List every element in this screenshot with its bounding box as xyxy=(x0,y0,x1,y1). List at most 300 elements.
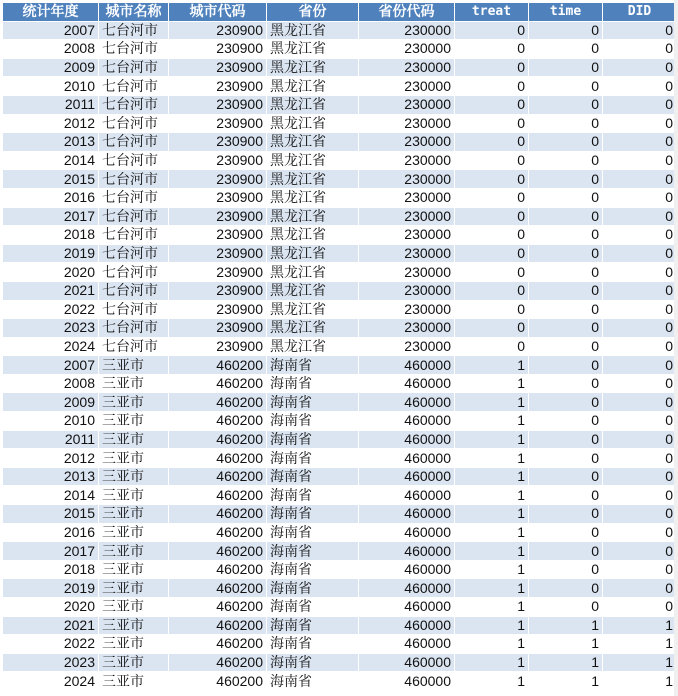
cell-year[interactable]: 2016 xyxy=(3,188,99,207)
cell-treat[interactable]: 0 xyxy=(455,151,529,170)
cell-did[interactable]: 0 xyxy=(603,356,677,375)
cell-city-code[interactable]: 460200 xyxy=(169,486,267,505)
cell-year[interactable]: 2014 xyxy=(3,486,99,505)
cell-year[interactable]: 2016 xyxy=(3,523,99,542)
col-header-province-code[interactable]: 省份代码 xyxy=(359,3,455,22)
cell-year[interactable]: 2011 xyxy=(3,95,99,114)
cell-treat[interactable]: 0 xyxy=(455,263,529,282)
table-row[interactable] xyxy=(3,412,677,431)
cell-treat[interactable]: 0 xyxy=(455,114,529,133)
cell-did[interactable]: 0 xyxy=(603,449,677,468)
cell-province-code[interactable]: 460000 xyxy=(359,467,455,486)
cell-city-code[interactable]: 460200 xyxy=(169,449,267,468)
table-row[interactable] xyxy=(3,40,677,59)
cell-treat[interactable]: 1 xyxy=(455,579,529,598)
cell-province[interactable]: 黑龙江省 xyxy=(267,244,359,263)
cell-time[interactable]: 0 xyxy=(529,319,603,338)
table-row[interactable] xyxy=(3,151,677,170)
cell-city-code[interactable]: 460200 xyxy=(169,505,267,524)
cell-did[interactable]: 0 xyxy=(603,430,677,449)
cell-city-code[interactable]: 230900 xyxy=(169,21,267,40)
cell-year[interactable]: 2017 xyxy=(3,207,99,226)
cell-province-code[interactable]: 230000 xyxy=(359,77,455,96)
table-row[interactable] xyxy=(3,21,677,40)
cell-treat[interactable]: 0 xyxy=(455,170,529,189)
col-header-year[interactable]: 统计年度 xyxy=(3,3,99,22)
cell-city-code[interactable]: 230900 xyxy=(169,226,267,245)
table-row[interactable] xyxy=(3,58,677,77)
cell-did[interactable]: 0 xyxy=(603,244,677,263)
cell-city-code[interactable]: 460200 xyxy=(169,579,267,598)
cell-province[interactable]: 黑龙江省 xyxy=(267,207,359,226)
cell-city-code[interactable]: 460200 xyxy=(169,560,267,579)
cell-city-name[interactable]: 三亚市 xyxy=(99,374,169,393)
cell-province-code[interactable]: 230000 xyxy=(359,319,455,338)
cell-treat[interactable]: 1 xyxy=(455,449,529,468)
cell-province[interactable]: 海南省 xyxy=(267,598,359,617)
cell-city-code[interactable]: 460200 xyxy=(169,374,267,393)
cell-city-name[interactable]: 三亚市 xyxy=(99,486,169,505)
table-row[interactable] xyxy=(3,467,677,486)
cell-province[interactable]: 黑龙江省 xyxy=(267,114,359,133)
cell-treat[interactable]: 0 xyxy=(455,337,529,356)
cell-year[interactable]: 2020 xyxy=(3,598,99,617)
cell-treat[interactable]: 1 xyxy=(455,598,529,617)
table-row[interactable] xyxy=(3,598,677,617)
cell-treat[interactable]: 0 xyxy=(455,244,529,263)
cell-city-name[interactable]: 七台河市 xyxy=(99,58,169,77)
cell-treat[interactable]: 0 xyxy=(455,77,529,96)
cell-province[interactable]: 海南省 xyxy=(267,393,359,412)
cell-treat[interactable]: 1 xyxy=(455,356,529,375)
cell-treat[interactable]: 0 xyxy=(455,58,529,77)
cell-province[interactable]: 海南省 xyxy=(267,523,359,542)
cell-treat[interactable]: 0 xyxy=(455,188,529,207)
table-row[interactable] xyxy=(3,319,677,338)
table-row[interactable] xyxy=(3,263,677,282)
cell-province-code[interactable]: 230000 xyxy=(359,114,455,133)
cell-time[interactable]: 0 xyxy=(529,244,603,263)
cell-treat[interactable]: 0 xyxy=(455,95,529,114)
cell-province-code[interactable]: 460000 xyxy=(359,393,455,412)
table-row[interactable] xyxy=(3,337,677,356)
cell-city-name[interactable]: 七台河市 xyxy=(99,300,169,319)
cell-province[interactable]: 海南省 xyxy=(267,374,359,393)
table-row[interactable] xyxy=(3,374,677,393)
table-row[interactable] xyxy=(3,114,677,133)
cell-did[interactable]: 0 xyxy=(603,170,677,189)
cell-province[interactable]: 黑龙江省 xyxy=(267,188,359,207)
cell-province-code[interactable]: 230000 xyxy=(359,21,455,40)
table-row[interactable] xyxy=(3,281,677,300)
cell-city-code[interactable]: 460200 xyxy=(169,523,267,542)
cell-province-code[interactable]: 230000 xyxy=(359,170,455,189)
cell-year[interactable]: 2018 xyxy=(3,560,99,579)
cell-year[interactable]: 2009 xyxy=(3,393,99,412)
cell-province-code[interactable]: 460000 xyxy=(359,356,455,375)
cell-time[interactable]: 1 xyxy=(529,616,603,635)
cell-did[interactable]: 1 xyxy=(603,616,677,635)
cell-year[interactable]: 2018 xyxy=(3,226,99,245)
cell-year[interactable]: 2024 xyxy=(3,337,99,356)
cell-city-name[interactable]: 三亚市 xyxy=(99,635,169,654)
cell-time[interactable]: 0 xyxy=(529,393,603,412)
cell-city-name[interactable]: 七台河市 xyxy=(99,133,169,152)
cell-treat[interactable]: 0 xyxy=(455,133,529,152)
cell-province-code[interactable]: 460000 xyxy=(359,635,455,654)
cell-year[interactable]: 2017 xyxy=(3,542,99,561)
cell-province-code[interactable]: 460000 xyxy=(359,542,455,561)
cell-province-code[interactable]: 230000 xyxy=(359,244,455,263)
table-row[interactable] xyxy=(3,226,677,245)
cell-did[interactable]: 0 xyxy=(603,319,677,338)
cell-time[interactable]: 0 xyxy=(529,170,603,189)
cell-time[interactable]: 0 xyxy=(529,560,603,579)
cell-did[interactable]: 0 xyxy=(603,486,677,505)
cell-time[interactable]: 0 xyxy=(529,226,603,245)
cell-did[interactable]: 0 xyxy=(603,505,677,524)
cell-treat[interactable]: 0 xyxy=(455,281,529,300)
cell-did[interactable]: 0 xyxy=(603,58,677,77)
cell-city-name[interactable]: 七台河市 xyxy=(99,95,169,114)
cell-province-code[interactable]: 460000 xyxy=(359,412,455,431)
table-row[interactable] xyxy=(3,542,677,561)
cell-time[interactable]: 1 xyxy=(529,653,603,672)
cell-province[interactable]: 海南省 xyxy=(267,430,359,449)
table-row[interactable] xyxy=(3,244,677,263)
table-row[interactable] xyxy=(3,672,677,691)
cell-time[interactable]: 0 xyxy=(529,188,603,207)
cell-treat[interactable]: 1 xyxy=(455,505,529,524)
table-row[interactable] xyxy=(3,170,677,189)
cell-treat[interactable]: 1 xyxy=(455,635,529,654)
table-row[interactable] xyxy=(3,635,677,654)
cell-time[interactable]: 0 xyxy=(529,598,603,617)
cell-treat[interactable]: 1 xyxy=(455,523,529,542)
cell-time[interactable]: 0 xyxy=(529,95,603,114)
cell-year[interactable]: 2011 xyxy=(3,430,99,449)
cell-did[interactable]: 0 xyxy=(603,95,677,114)
cell-did[interactable]: 0 xyxy=(603,263,677,282)
cell-city-code[interactable]: 460200 xyxy=(169,430,267,449)
cell-year[interactable]: 2022 xyxy=(3,635,99,654)
cell-time[interactable]: 0 xyxy=(529,133,603,152)
cell-year[interactable]: 2023 xyxy=(3,653,99,672)
cell-province-code[interactable]: 230000 xyxy=(359,151,455,170)
cell-city-code[interactable]: 230900 xyxy=(169,300,267,319)
cell-city-name[interactable]: 三亚市 xyxy=(99,579,169,598)
cell-time[interactable]: 1 xyxy=(529,672,603,691)
cell-time[interactable]: 0 xyxy=(529,151,603,170)
cell-city-name[interactable]: 三亚市 xyxy=(99,560,169,579)
cell-did[interactable]: 0 xyxy=(603,412,677,431)
cell-city-code[interactable]: 230900 xyxy=(169,58,267,77)
cell-city-code[interactable]: 460200 xyxy=(169,653,267,672)
cell-province-code[interactable]: 230000 xyxy=(359,95,455,114)
cell-city-name[interactable]: 七台河市 xyxy=(99,226,169,245)
cell-treat[interactable]: 0 xyxy=(455,21,529,40)
cell-year[interactable]: 2024 xyxy=(3,672,99,691)
cell-province[interactable]: 黑龙江省 xyxy=(267,133,359,152)
cell-treat[interactable]: 1 xyxy=(455,653,529,672)
table-row[interactable] xyxy=(3,430,677,449)
cell-did[interactable]: 0 xyxy=(603,579,677,598)
table-row[interactable] xyxy=(3,579,677,598)
cell-time[interactable]: 0 xyxy=(529,114,603,133)
cell-city-name[interactable]: 三亚市 xyxy=(99,449,169,468)
cell-did[interactable]: 0 xyxy=(603,151,677,170)
cell-province-code[interactable]: 230000 xyxy=(359,188,455,207)
cell-province[interactable]: 黑龙江省 xyxy=(267,40,359,59)
cell-city-code[interactable]: 230900 xyxy=(169,95,267,114)
cell-time[interactable]: 0 xyxy=(529,263,603,282)
table-row[interactable] xyxy=(3,393,677,412)
cell-year[interactable]: 2008 xyxy=(3,40,99,59)
table-row[interactable] xyxy=(3,560,677,579)
cell-province[interactable]: 黑龙江省 xyxy=(267,281,359,300)
cell-year[interactable]: 2007 xyxy=(3,21,99,40)
cell-did[interactable]: 0 xyxy=(603,40,677,59)
cell-city-name[interactable]: 三亚市 xyxy=(99,542,169,561)
cell-province-code[interactable]: 460000 xyxy=(359,616,455,635)
cell-province-code[interactable]: 460000 xyxy=(359,560,455,579)
cell-year[interactable]: 2021 xyxy=(3,281,99,300)
table-row[interactable] xyxy=(3,300,677,319)
table-row[interactable] xyxy=(3,95,677,114)
cell-city-code[interactable]: 230900 xyxy=(169,319,267,338)
col-header-province[interactable]: 省份 xyxy=(267,3,359,22)
col-header-time[interactable]: time xyxy=(529,3,603,22)
cell-city-code[interactable]: 230900 xyxy=(169,40,267,59)
col-header-did[interactable]: DID xyxy=(603,3,677,22)
cell-province[interactable]: 海南省 xyxy=(267,579,359,598)
cell-time[interactable]: 0 xyxy=(529,412,603,431)
cell-year[interactable]: 2007 xyxy=(3,356,99,375)
cell-year[interactable]: 2019 xyxy=(3,579,99,598)
cell-province-code[interactable]: 230000 xyxy=(359,337,455,356)
cell-province[interactable]: 海南省 xyxy=(267,672,359,691)
cell-treat[interactable]: 0 xyxy=(455,226,529,245)
cell-did[interactable]: 1 xyxy=(603,672,677,691)
cell-city-name[interactable]: 七台河市 xyxy=(99,207,169,226)
cell-city-name[interactable]: 七台河市 xyxy=(99,337,169,356)
cell-treat[interactable]: 1 xyxy=(455,542,529,561)
cell-did[interactable]: 0 xyxy=(603,133,677,152)
table-row[interactable] xyxy=(3,133,677,152)
cell-treat[interactable]: 1 xyxy=(455,430,529,449)
cell-province-code[interactable]: 460000 xyxy=(359,523,455,542)
cell-province-code[interactable]: 460000 xyxy=(359,486,455,505)
cell-province[interactable]: 黑龙江省 xyxy=(267,58,359,77)
cell-did[interactable]: 0 xyxy=(603,560,677,579)
table-row[interactable] xyxy=(3,616,677,635)
cell-treat[interactable]: 0 xyxy=(455,207,529,226)
table-row[interactable] xyxy=(3,77,677,96)
cell-province-code[interactable]: 230000 xyxy=(359,300,455,319)
cell-city-code[interactable]: 230900 xyxy=(169,133,267,152)
cell-city-code[interactable]: 230900 xyxy=(169,244,267,263)
cell-year[interactable]: 2012 xyxy=(3,449,99,468)
cell-time[interactable]: 0 xyxy=(529,449,603,468)
cell-city-code[interactable]: 230900 xyxy=(169,114,267,133)
cell-province[interactable]: 海南省 xyxy=(267,542,359,561)
cell-province-code[interactable]: 230000 xyxy=(359,263,455,282)
cell-time[interactable]: 0 xyxy=(529,505,603,524)
cell-treat[interactable]: 1 xyxy=(455,467,529,486)
cell-year[interactable]: 2010 xyxy=(3,412,99,431)
cell-province-code[interactable]: 230000 xyxy=(359,58,455,77)
table-row[interactable] xyxy=(3,207,677,226)
cell-city-name[interactable]: 七台河市 xyxy=(99,40,169,59)
table-row[interactable] xyxy=(3,449,677,468)
table-row[interactable] xyxy=(3,505,677,524)
cell-province-code[interactable]: 230000 xyxy=(359,281,455,300)
cell-city-code[interactable]: 460200 xyxy=(169,467,267,486)
cell-city-name[interactable]: 七台河市 xyxy=(99,114,169,133)
cell-province-code[interactable]: 230000 xyxy=(359,40,455,59)
cell-city-name[interactable]: 三亚市 xyxy=(99,523,169,542)
cell-time[interactable]: 0 xyxy=(529,300,603,319)
cell-city-code[interactable]: 230900 xyxy=(169,281,267,300)
cell-time[interactable]: 0 xyxy=(529,281,603,300)
cell-did[interactable]: 0 xyxy=(603,523,677,542)
table-row[interactable] xyxy=(3,653,677,672)
cell-year[interactable]: 2014 xyxy=(3,151,99,170)
cell-treat[interactable]: 0 xyxy=(455,319,529,338)
cell-city-name[interactable]: 三亚市 xyxy=(99,505,169,524)
cell-city-name[interactable]: 七台河市 xyxy=(99,319,169,338)
cell-time[interactable]: 1 xyxy=(529,635,603,654)
cell-city-name[interactable]: 三亚市 xyxy=(99,672,169,691)
cell-province[interactable]: 海南省 xyxy=(267,505,359,524)
cell-time[interactable]: 0 xyxy=(529,21,603,40)
cell-treat[interactable]: 0 xyxy=(455,40,529,59)
cell-treat[interactable]: 1 xyxy=(455,616,529,635)
cell-time[interactable]: 0 xyxy=(529,58,603,77)
cell-city-code[interactable]: 460200 xyxy=(169,393,267,412)
cell-did[interactable]: 0 xyxy=(603,77,677,96)
cell-time[interactable]: 0 xyxy=(529,337,603,356)
cell-city-name[interactable]: 三亚市 xyxy=(99,616,169,635)
cell-city-name[interactable]: 三亚市 xyxy=(99,430,169,449)
cell-time[interactable]: 0 xyxy=(529,467,603,486)
cell-province[interactable]: 海南省 xyxy=(267,356,359,375)
cell-province[interactable]: 黑龙江省 xyxy=(267,151,359,170)
cell-treat[interactable]: 1 xyxy=(455,412,529,431)
cell-did[interactable]: 0 xyxy=(603,188,677,207)
cell-province-code[interactable]: 460000 xyxy=(359,430,455,449)
cell-city-code[interactable]: 460200 xyxy=(169,412,267,431)
cell-province-code[interactable]: 230000 xyxy=(359,226,455,245)
cell-did[interactable]: 0 xyxy=(603,542,677,561)
cell-province[interactable]: 海南省 xyxy=(267,467,359,486)
cell-treat[interactable]: 0 xyxy=(455,300,529,319)
col-header-treat[interactable]: treat xyxy=(455,3,529,22)
cell-treat[interactable]: 1 xyxy=(455,393,529,412)
cell-province[interactable]: 海南省 xyxy=(267,560,359,579)
cell-year[interactable]: 2022 xyxy=(3,300,99,319)
cell-year[interactable]: 2023 xyxy=(3,319,99,338)
cell-province[interactable]: 黑龙江省 xyxy=(267,95,359,114)
cell-year[interactable]: 2013 xyxy=(3,133,99,152)
cell-city-name[interactable]: 七台河市 xyxy=(99,188,169,207)
cell-city-code[interactable]: 460200 xyxy=(169,616,267,635)
cell-city-code[interactable]: 230900 xyxy=(169,170,267,189)
cell-province[interactable]: 黑龙江省 xyxy=(267,226,359,245)
cell-did[interactable]: 0 xyxy=(603,21,677,40)
cell-year[interactable]: 2021 xyxy=(3,616,99,635)
cell-time[interactable]: 0 xyxy=(529,77,603,96)
cell-province[interactable]: 海南省 xyxy=(267,449,359,468)
cell-city-name[interactable]: 七台河市 xyxy=(99,263,169,282)
cell-province[interactable]: 海南省 xyxy=(267,412,359,431)
cell-province-code[interactable]: 460000 xyxy=(359,653,455,672)
cell-did[interactable]: 0 xyxy=(603,374,677,393)
cell-city-code[interactable]: 230900 xyxy=(169,207,267,226)
cell-year[interactable]: 2008 xyxy=(3,374,99,393)
cell-year[interactable]: 2019 xyxy=(3,244,99,263)
cell-province[interactable]: 黑龙江省 xyxy=(267,337,359,356)
cell-province-code[interactable]: 460000 xyxy=(359,579,455,598)
cell-time[interactable]: 0 xyxy=(529,486,603,505)
cell-province[interactable]: 黑龙江省 xyxy=(267,319,359,338)
cell-province-code[interactable]: 460000 xyxy=(359,449,455,468)
cell-did[interactable]: 0 xyxy=(603,337,677,356)
cell-city-code[interactable]: 460200 xyxy=(169,672,267,691)
cell-year[interactable]: 2012 xyxy=(3,114,99,133)
cell-year[interactable]: 2013 xyxy=(3,467,99,486)
cell-province[interactable]: 黑龙江省 xyxy=(267,77,359,96)
cell-time[interactable]: 0 xyxy=(529,430,603,449)
cell-city-name[interactable]: 七台河市 xyxy=(99,77,169,96)
cell-treat[interactable]: 1 xyxy=(455,560,529,579)
table-row[interactable] xyxy=(3,523,677,542)
table-row[interactable] xyxy=(3,356,677,375)
cell-province-code[interactable]: 230000 xyxy=(359,133,455,152)
cell-city-code[interactable]: 460200 xyxy=(169,542,267,561)
cell-city-name[interactable]: 三亚市 xyxy=(99,412,169,431)
cell-did[interactable]: 0 xyxy=(603,281,677,300)
cell-province[interactable]: 黑龙江省 xyxy=(267,170,359,189)
cell-treat[interactable]: 1 xyxy=(455,672,529,691)
cell-time[interactable]: 0 xyxy=(529,523,603,542)
cell-year[interactable]: 2020 xyxy=(3,263,99,282)
cell-city-name[interactable]: 三亚市 xyxy=(99,598,169,617)
cell-year[interactable]: 2010 xyxy=(3,77,99,96)
cell-city-name[interactable]: 七台河市 xyxy=(99,281,169,300)
cell-year[interactable]: 2009 xyxy=(3,58,99,77)
cell-city-code[interactable]: 460200 xyxy=(169,356,267,375)
col-header-city-name[interactable]: 城市名称 xyxy=(99,3,169,22)
cell-did[interactable]: 0 xyxy=(603,393,677,412)
cell-province-code[interactable]: 460000 xyxy=(359,505,455,524)
cell-city-name[interactable]: 七台河市 xyxy=(99,170,169,189)
cell-city-name[interactable]: 七台河市 xyxy=(99,244,169,263)
cell-province[interactable]: 海南省 xyxy=(267,616,359,635)
cell-province[interactable]: 海南省 xyxy=(267,486,359,505)
cell-treat[interactable]: 1 xyxy=(455,486,529,505)
cell-province-code[interactable]: 230000 xyxy=(359,207,455,226)
cell-city-code[interactable]: 230900 xyxy=(169,263,267,282)
cell-treat[interactable]: 1 xyxy=(455,374,529,393)
cell-city-code[interactable]: 230900 xyxy=(169,188,267,207)
cell-city-name[interactable]: 三亚市 xyxy=(99,467,169,486)
cell-province[interactable]: 海南省 xyxy=(267,635,359,654)
table-row[interactable] xyxy=(3,486,677,505)
cell-city-code[interactable]: 230900 xyxy=(169,151,267,170)
cell-city-name[interactable]: 三亚市 xyxy=(99,653,169,672)
cell-time[interactable]: 0 xyxy=(529,356,603,375)
